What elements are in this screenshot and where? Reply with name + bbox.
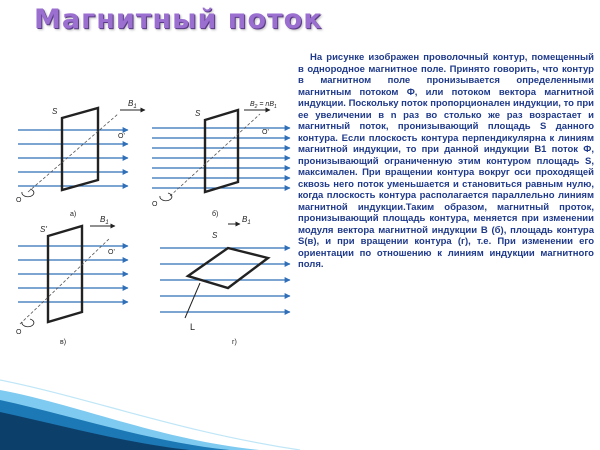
figure-panel-a	[16, 99, 145, 218]
svg-text:B1: $B_1$	[100, 215, 109, 226]
wire-loop-d	[188, 248, 268, 288]
label-l-d: L	[190, 322, 196, 332]
label-oprime-c: O'	[108, 249, 115, 256]
figure-panel-d	[160, 215, 290, 346]
bottom-wave-decoration	[0, 370, 600, 450]
label-o-c: O	[16, 329, 22, 336]
wire-loop-a	[62, 108, 98, 190]
label-b-a: B	[128, 99, 134, 108]
label-s-b: S	[195, 109, 201, 118]
svg-text:B2 = nB1: $B_2 = nB_1$	[250, 101, 277, 110]
label-o-b: O	[152, 201, 158, 208]
body-paragraph: На рисунке изображен проволочный контур, помещенный в однородное магнитное поле. Принято говорить, что контур в магнитном поле пронизывается определенными магнитным потоком Ф, или потоком вектора магнитной индукции. Поскольку поток пропорционален индукции, то при ее увеличении в n раз во столько же раз возрастает и магнитный поток, пронизывающий площадь S данного контура. Если плоскость контура перпендикулярна к линиям магнитной индукции, то при данной индукции В1 поток Ф, пронизывающий ограниченную этим контуром площадь S, максимален. При вращении контура вокруг оси проходящей сквозь него поток уменьшается и становиться равным нулю, когда плоскость контура располагается параллельно линиям магнитной индукции.Таким образом, магнитный проток, пронизывающий площадь контура, меняется при изменении модуля вектора магнитной индукции В (б), площадь контура S(в), и при вращении контура (г), т.е. При изменении его ориентации по отношению к линиям индукции магнитного поля.	[298, 52, 594, 270]
label-b-b: B	[250, 101, 255, 108]
caption-c: в)	[60, 339, 67, 346]
label-b-c: B	[100, 215, 106, 224]
label-o-a: O	[16, 197, 22, 204]
caption-a: а)	[70, 211, 77, 218]
caption-b: б)	[212, 211, 219, 218]
figure-panel-b	[152, 101, 290, 218]
caption-d: г)	[232, 339, 237, 346]
label-s-a: S	[52, 107, 58, 116]
wire-loop-b	[205, 110, 238, 192]
label-s-c: S'	[40, 225, 47, 234]
svg-text:B1: $B_1$	[128, 99, 137, 110]
label-b-d: B	[242, 215, 248, 224]
label-oprime-a: O'	[118, 133, 125, 140]
slide-title: Магнитный поток	[34, 4, 323, 35]
label-s-d: S	[212, 231, 218, 240]
label-oprime-b: O'	[262, 129, 269, 136]
magnetic-flux-figure	[0, 99, 300, 348]
svg-text:B1: $B_1$	[242, 215, 251, 226]
figure-panel-c	[16, 215, 128, 346]
